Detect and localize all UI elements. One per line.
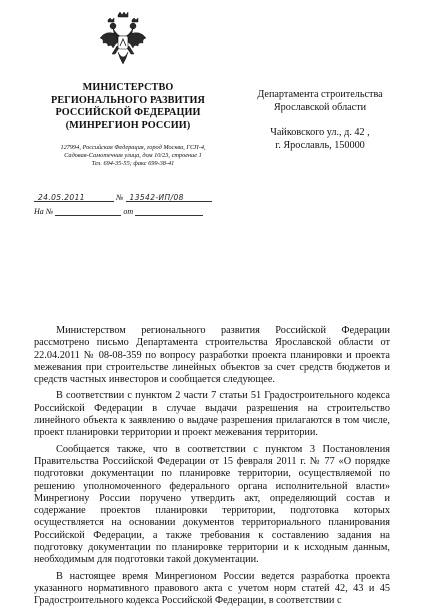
reference-date-field	[135, 206, 203, 216]
body-paragraph: Министерством регионального развития Российской Федерации рассмотрено письмо Департамента строительства Ярославской области от 22.04.2011 № 08-08-359 по вопросу разработки проекта планировки и проекта межевания при строительстве линейных объектов за счет средств бюджетов и средств частных инвесторов и сообщается следующее.	[34, 325, 390, 386]
body-paragraph: В соответствии с пунктом 2 части 7 статьи 51 Градостроительного кодекса Российской Федерации в случае выдачи разрешения на строительство линейного объекта к заявлению о выдаче разрешения прилагаются в том числе, проект планировки территории и проект межевания территории.	[34, 390, 390, 439]
reference-number-field	[55, 206, 121, 216]
registration-line	[34, 192, 212, 202]
coat-of-arms-emblem	[98, 12, 148, 68]
ministry-line: МИНИСТЕРСТВО	[82, 82, 174, 93]
recipient-block	[240, 88, 400, 152]
body-paragraph: В настоящее время Минрегионом России ведется разработка проекта указанного нормативного правового акта с учетом норм статей 42, 43 и 45 Градостроительного кодекса Российской Федерации, в соответствии с	[34, 570, 390, 607]
body-paragraph: Сообщается также, что в соответствии с пунктом 3 Постановления Правительства Российской Федерации от 15 февраля 2011 г. № 77 «О порядке подготовки документации по планировке территории, осуществляемой по решению уполномоченного федерального органа исполнительной власти» Минрегиону России поручено утвердить акт, определяющий состав и содержание проектов планировки территории, подготовка которых осуществляется на основании документов территориального планирования Российской Федерации, а также требования к составлению задания на подготовку документации по планировке территории и к исходным данным, необходимым для подготовки такой документации.	[34, 443, 390, 566]
address-line: Тел. 694-35-55; факс 699-38-41	[91, 160, 175, 168]
recipient-org-line: Департамента строительства	[257, 89, 383, 100]
recipient-org-line: Ярославской области	[273, 102, 367, 113]
reference-label: На №	[34, 207, 54, 216]
number-field	[126, 192, 212, 202]
reference-from-label: от	[123, 207, 134, 216]
address-line: 127994, Российская Федерация, город Москва, ГСП-4,	[60, 144, 206, 151]
reference-line	[34, 206, 203, 216]
recipient-address-line: Чайковского ул., д. 42 ,	[270, 127, 370, 138]
handwritten-date: 24.05.2011	[38, 193, 85, 202]
ministry-name	[34, 82, 222, 132]
date-field	[34, 192, 114, 202]
letter-body	[34, 325, 390, 612]
handwritten-number: 13542-ИП/08	[129, 193, 184, 202]
ministry-line: (МИНРЕГИОН РОССИИ)	[65, 119, 191, 131]
recipient-address-line: г. Ярославль, 150000	[275, 140, 365, 151]
address-line: Садовая-Самотечная улица, дом 10/23, строение 1	[64, 152, 202, 160]
ministry-line: РЕГИОНАЛЬНОГО РАЗВИТИЯ	[51, 94, 205, 106]
ministry-line: РОССИЙСКОЙ ФЕДЕРАЦИИ	[55, 107, 201, 119]
ministry-address	[38, 144, 228, 169]
number-label: №	[116, 193, 124, 202]
